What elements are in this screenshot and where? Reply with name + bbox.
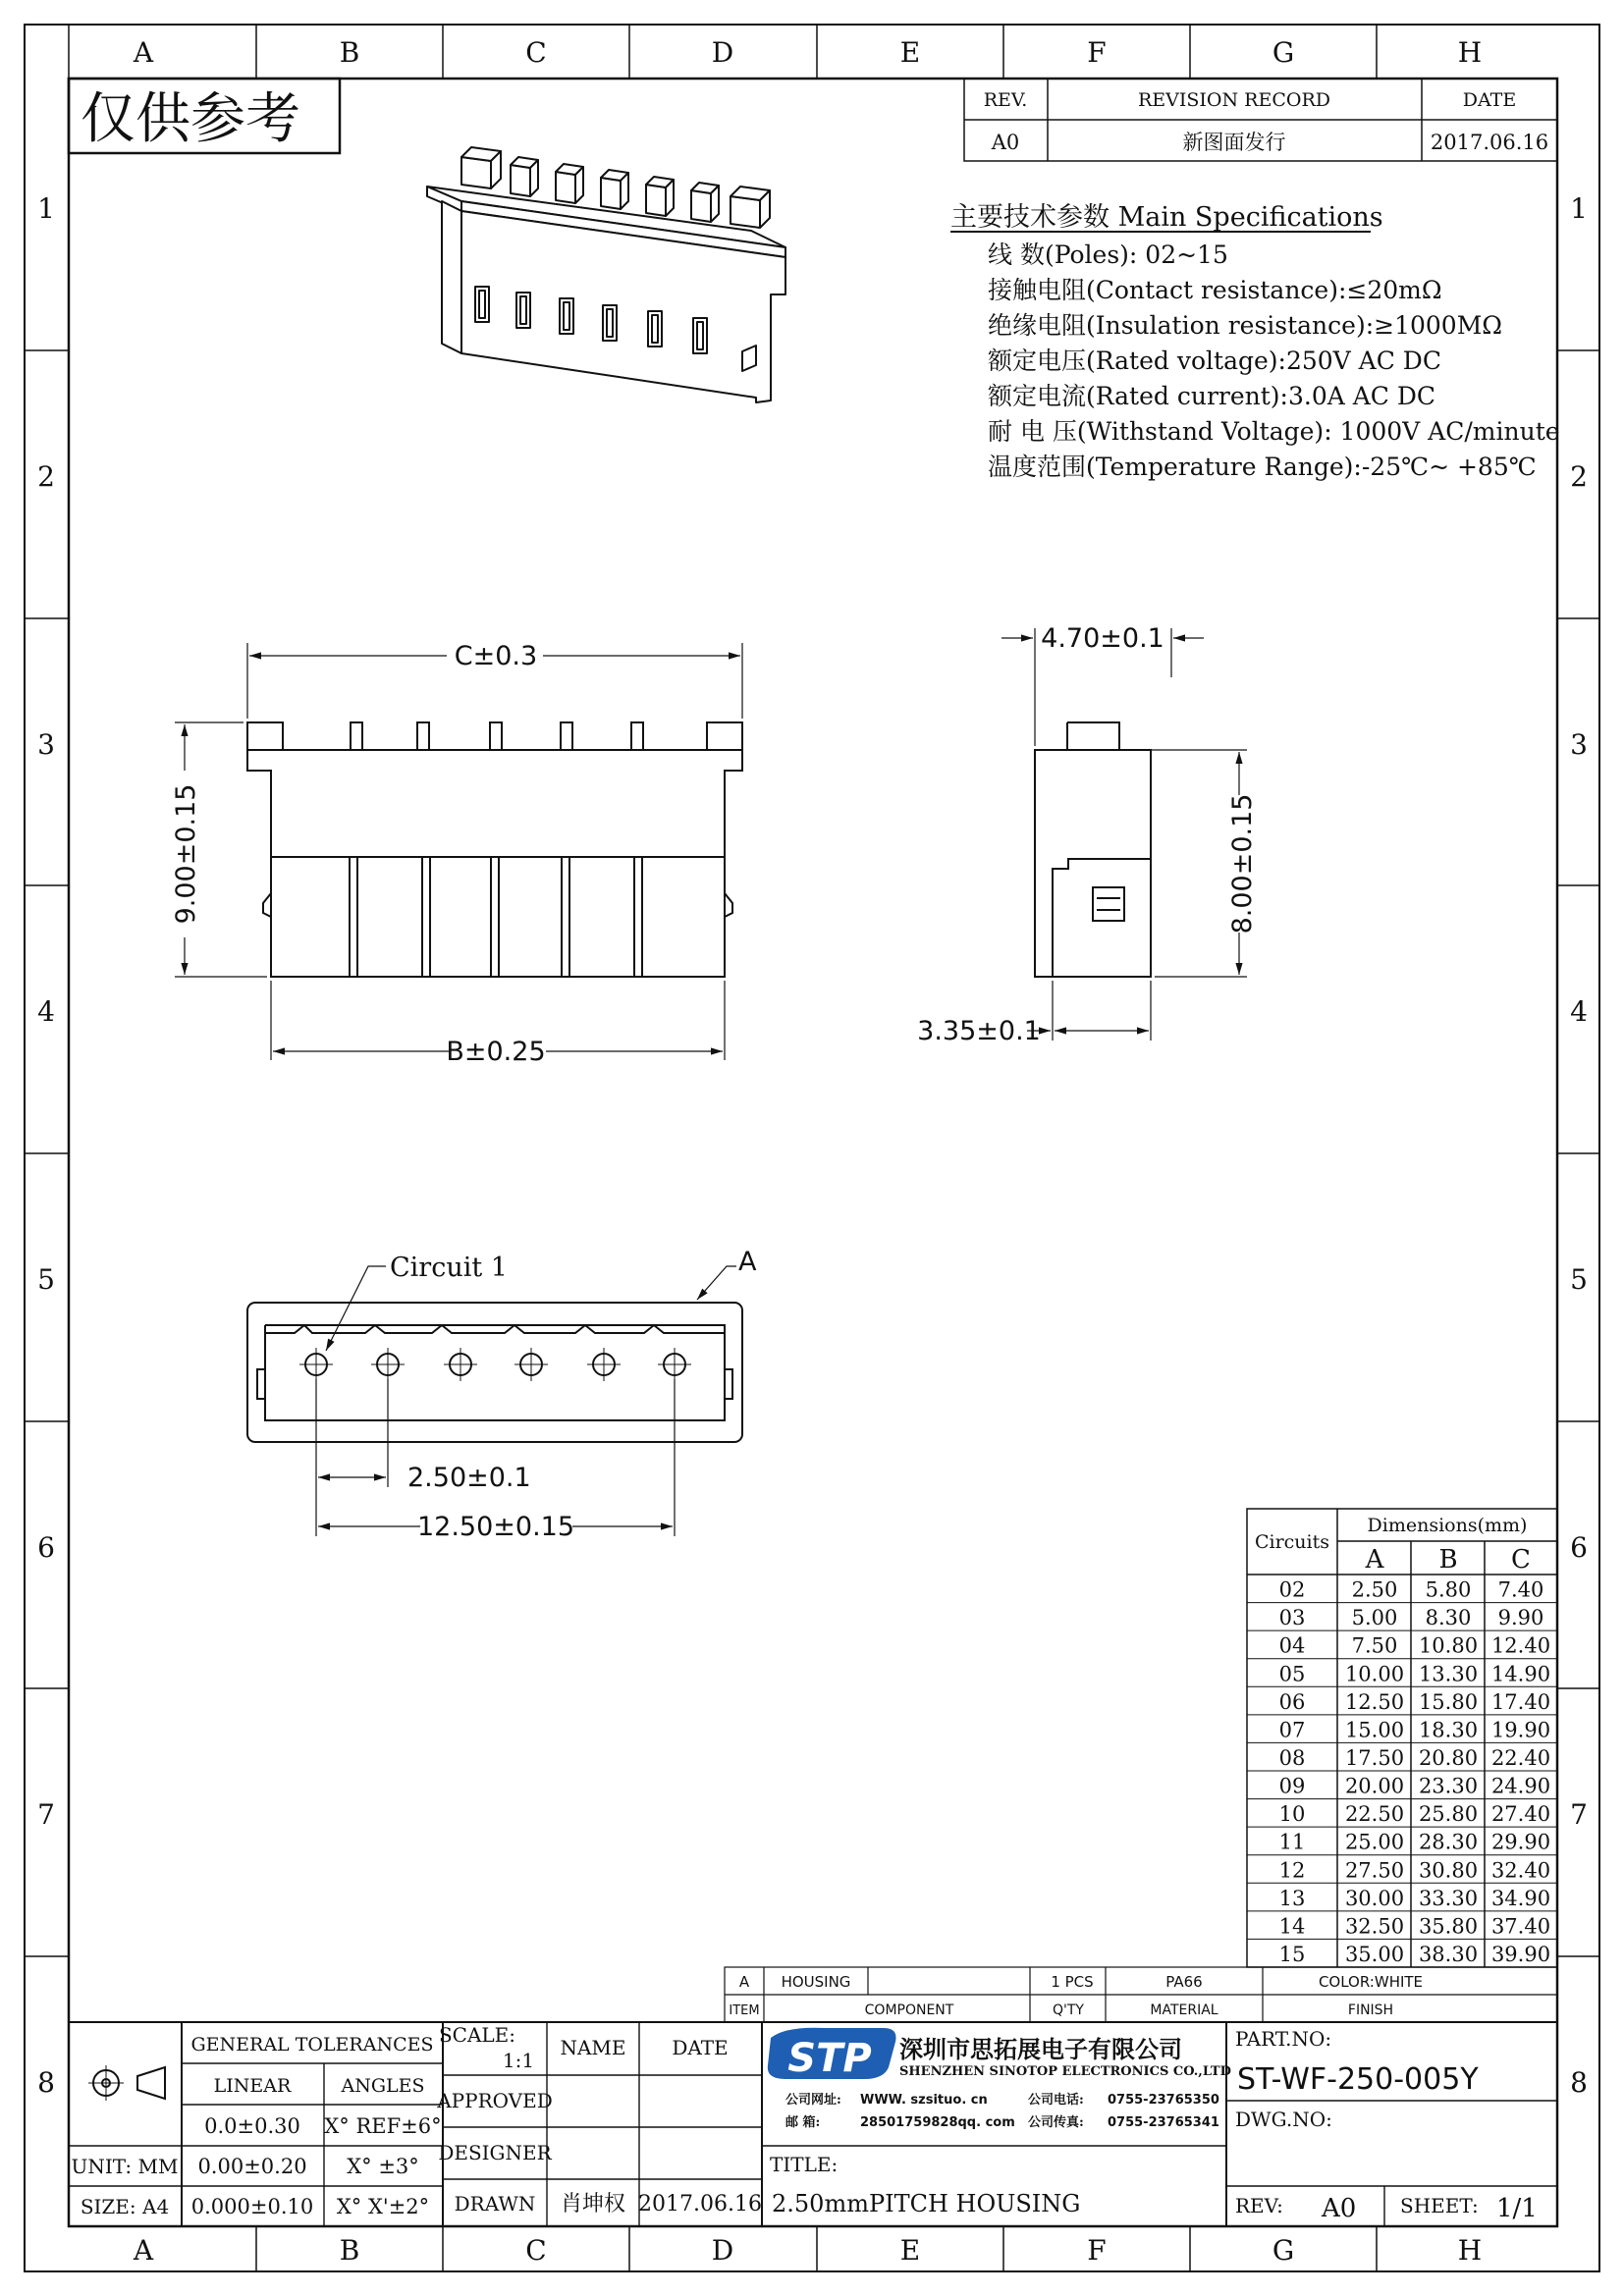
tolerance-angle-1: X° REF±6° bbox=[324, 2114, 442, 2138]
dim-value-cell: 25.80 bbox=[1418, 1802, 1479, 1827]
zone-label: 5 bbox=[1570, 1263, 1588, 1296]
zone-label: F bbox=[1087, 2234, 1107, 2267]
dimension-side-top: 4.70±0.1 bbox=[1041, 623, 1164, 654]
zone-label: 3 bbox=[37, 728, 55, 761]
spec-line: 绝缘电阻(Insulation resistance):≥1000MΩ bbox=[988, 311, 1503, 340]
zone-label: 5 bbox=[37, 1263, 55, 1296]
zone-label: B bbox=[339, 2234, 360, 2267]
dimensions-header: Dimensions(mm) bbox=[1367, 1515, 1528, 1536]
bom-component: HOUSING bbox=[781, 1973, 851, 1991]
dim-value-cell: 32.40 bbox=[1490, 1858, 1551, 1883]
zone-label: A bbox=[133, 36, 154, 69]
sheet-value: 1/1 bbox=[1496, 2194, 1538, 2223]
dim-circuit-cell: 11 bbox=[1278, 1830, 1306, 1854]
circuits-header: Circuits bbox=[1254, 1531, 1330, 1553]
dim-value-cell: 27.50 bbox=[1344, 1858, 1405, 1883]
dim-value-cell: 32.50 bbox=[1344, 1914, 1405, 1939]
dim-value-cell: 25.00 bbox=[1344, 1830, 1405, 1854]
bom-header-material: MATERIAL bbox=[1150, 2002, 1218, 2018]
dimension-c: C±0.3 bbox=[454, 641, 538, 671]
zone-label: 7 bbox=[1570, 1798, 1588, 1831]
isometric-view bbox=[427, 147, 785, 402]
company-logo bbox=[768, 2028, 896, 2081]
fax-label: 公司传真: bbox=[1028, 2115, 1084, 2130]
dim-value-cell: 34.90 bbox=[1490, 1886, 1551, 1910]
zone-label: 8 bbox=[37, 2066, 55, 2099]
reference-only-stamp bbox=[69, 79, 340, 153]
dim-circuit-cell: 02 bbox=[1278, 1577, 1306, 1602]
revision-value-rev: A0 bbox=[991, 131, 1020, 154]
dimension-side-height: 8.00±0.15 bbox=[1227, 793, 1258, 934]
zone-row-labels-right bbox=[1570, 192, 1588, 2099]
dim-value-cell: 19.90 bbox=[1490, 1718, 1551, 1742]
dim-value-cell: 18.30 bbox=[1418, 1718, 1479, 1742]
dimension-b: B±0.25 bbox=[446, 1037, 546, 1067]
designer-label: DESIGNER bbox=[438, 2141, 552, 2164]
tolerance-linear-3: 0.000±0.10 bbox=[190, 2195, 314, 2218]
general-tolerances: GENERAL TOLERANCES bbox=[190, 2034, 434, 2056]
dim-value-cell: 2.50 bbox=[1351, 1577, 1398, 1602]
tel-label: 公司电话: bbox=[1028, 2093, 1084, 2108]
zone-label: G bbox=[1272, 36, 1295, 69]
dim-value-cell: 27.40 bbox=[1490, 1802, 1551, 1827]
part-no-value: ST-WF-250-005Y bbox=[1237, 2062, 1479, 2097]
dim-value-cell: 7.50 bbox=[1351, 1633, 1398, 1658]
company-name-cn: 深圳市思拓展电子有限公司 bbox=[899, 2035, 1182, 2063]
dim-circuit-cell: 05 bbox=[1278, 1662, 1306, 1686]
tolerance-angle-3: X° X'±2° bbox=[336, 2195, 430, 2218]
dim-value-cell: 29.90 bbox=[1490, 1830, 1551, 1854]
date-header: DATE bbox=[672, 2036, 729, 2059]
zone-label: 2 bbox=[37, 460, 55, 493]
dim-value-cell: 22.40 bbox=[1490, 1746, 1551, 1770]
fax-value: 0755-23765341 bbox=[1108, 2115, 1219, 2130]
mail-label: 邮 箱: bbox=[785, 2115, 821, 2130]
svg-text:仅供参考: 仅供参考 bbox=[81, 87, 300, 151]
web-value: WWW. szsituo. cn bbox=[860, 2093, 988, 2108]
tolerance-angle-2: X° ±3° bbox=[347, 2155, 419, 2178]
specs-title: 主要技术参数 Main Specifications bbox=[950, 202, 1383, 233]
drawn-name: 肖坤权 bbox=[560, 2192, 626, 2216]
drawn-date: 2017.06.16 bbox=[638, 2192, 762, 2216]
rev-label: REV: bbox=[1235, 2194, 1283, 2217]
zone-label: C bbox=[525, 36, 547, 69]
dim-value-cell: 5.00 bbox=[1351, 1606, 1398, 1630]
title-label: TITLE: bbox=[770, 2153, 839, 2176]
zone-label: E bbox=[899, 2234, 921, 2267]
approved-label: APPROVED bbox=[437, 2089, 553, 2112]
tolerance-angles: ANGLES bbox=[341, 2075, 425, 2097]
mating-view-dimensions bbox=[316, 1266, 736, 1536]
zone-label: D bbox=[711, 36, 734, 69]
dim-value-cell: 15.00 bbox=[1344, 1718, 1405, 1742]
dim-circuit-cell: 06 bbox=[1278, 1689, 1306, 1714]
revision-header-rev: REV. bbox=[983, 89, 1028, 111]
dim-value-cell: 28.30 bbox=[1418, 1830, 1479, 1854]
dim-circuit-cell: 10 bbox=[1278, 1802, 1306, 1827]
dim-value-cell: 9.90 bbox=[1497, 1606, 1544, 1630]
tel-value: 0755-23765350 bbox=[1108, 2093, 1219, 2108]
front-view-dimensions bbox=[175, 643, 742, 1060]
zone-label: 3 bbox=[1570, 728, 1588, 761]
dim-value-cell: 23.30 bbox=[1418, 1774, 1479, 1798]
rev-value: A0 bbox=[1322, 2194, 1357, 2223]
dim-value-cell: 8.30 bbox=[1425, 1606, 1472, 1630]
dim-value-cell: 14.90 bbox=[1490, 1662, 1551, 1686]
dim-value-cell: 30.00 bbox=[1344, 1886, 1405, 1910]
name-header: NAME bbox=[560, 2036, 626, 2059]
spec-line: 额定电压(Rated voltage):250V AC DC bbox=[988, 347, 1441, 375]
size-label: SIZE: A4 bbox=[80, 2195, 170, 2218]
dim-value-cell: 12.50 bbox=[1344, 1689, 1405, 1714]
zone-label: F bbox=[1087, 36, 1107, 69]
bom-qty: 1 PCS bbox=[1051, 1973, 1094, 1991]
bom-header-item: ITEM bbox=[729, 2003, 760, 2018]
title-block bbox=[69, 2022, 1557, 2226]
tolerance-linear-2: 0.00±0.20 bbox=[197, 2155, 307, 2178]
dim-value-cell: 37.40 bbox=[1490, 1914, 1551, 1939]
bom-header-finish: FINISH bbox=[1347, 2002, 1394, 2018]
dim-value-cell: 35.80 bbox=[1418, 1914, 1479, 1939]
dim-value-cell: 13.30 bbox=[1418, 1662, 1479, 1686]
revision-value-record: 新图面发行 bbox=[1182, 131, 1286, 154]
spec-line: 耐 电 压(Withstand Voltage): 1000V AC/minute bbox=[988, 417, 1560, 446]
spec-line: 额定电流(Rated current):3.0A AC DC bbox=[988, 382, 1436, 410]
third-angle-projection-icon bbox=[88, 2065, 165, 2101]
zone-label: 6 bbox=[1570, 1531, 1588, 1564]
dim-value-cell: 39.90 bbox=[1490, 1943, 1551, 1966]
scale-label: SCALE: bbox=[438, 2023, 516, 2047]
drawn-label: DRAWN bbox=[454, 2192, 536, 2216]
title-value: 2.50mmPITCH HOUSING bbox=[772, 2190, 1081, 2217]
zone-label: 4 bbox=[1570, 995, 1588, 1028]
side-view-dimensions bbox=[1001, 628, 1247, 1041]
dim-value-cell: 24.90 bbox=[1490, 1774, 1551, 1798]
front-view bbox=[247, 722, 742, 977]
revision-table bbox=[964, 79, 1557, 161]
dimension-span: 12.50±0.15 bbox=[416, 1512, 575, 1542]
dim-circuit-cell: 13 bbox=[1278, 1886, 1306, 1910]
dim-value-cell: 35.00 bbox=[1344, 1943, 1405, 1966]
dim-col-a: A bbox=[1365, 1545, 1384, 1575]
zone-column-labels-bottom bbox=[133, 2234, 1482, 2267]
bom-header-qty: Q'TY bbox=[1053, 2002, 1084, 2018]
dim-circuit-cell: 07 bbox=[1278, 1718, 1306, 1742]
dim-circuit-cell: 12 bbox=[1278, 1858, 1306, 1883]
revision-header-date: DATE bbox=[1462, 89, 1517, 111]
callout-a: A bbox=[738, 1247, 757, 1277]
dim-value-cell: 33.30 bbox=[1418, 1886, 1479, 1910]
dim-circuit-cell: 08 bbox=[1278, 1746, 1306, 1770]
zone-label: 6 bbox=[37, 1531, 55, 1564]
zone-label: H bbox=[1457, 36, 1483, 69]
dimension-side-bottom: 3.35±0.1 bbox=[917, 1016, 1041, 1046]
main-specifications bbox=[950, 202, 1560, 481]
dim-value-cell: 22.50 bbox=[1344, 1802, 1405, 1827]
circuit-1-label: Circuit 1 bbox=[390, 1253, 508, 1283]
tolerance-linear-1: 0.0±0.30 bbox=[204, 2114, 300, 2138]
svg-text:STP: STP bbox=[787, 2036, 872, 2081]
dim-value-cell: 30.80 bbox=[1418, 1858, 1479, 1883]
zone-label: E bbox=[899, 36, 921, 69]
revision-header-record: REVISION RECORD bbox=[1138, 89, 1330, 111]
zone-label: 1 bbox=[37, 192, 55, 225]
dim-value-cell: 10.00 bbox=[1344, 1662, 1405, 1686]
bom-strip bbox=[725, 1967, 1557, 2022]
zone-label: A bbox=[133, 2234, 154, 2267]
dim-circuit-cell: 09 bbox=[1278, 1774, 1306, 1798]
dim-value-cell: 17.40 bbox=[1490, 1689, 1551, 1714]
dim-circuit-cell: 15 bbox=[1278, 1943, 1306, 1966]
zone-column-labels-top bbox=[133, 36, 1482, 69]
dim-value-cell: 38.30 bbox=[1418, 1943, 1479, 1966]
unit-label: UNIT: MM bbox=[71, 2155, 179, 2178]
dwg-no-label: DWG.NO: bbox=[1235, 2108, 1332, 2131]
web-label: 公司网址: bbox=[785, 2093, 841, 2108]
zone-label: C bbox=[525, 2234, 547, 2267]
company-name-en: SHENZHEN SINOTOP ELECTRONICS CO.,LTD bbox=[899, 2064, 1231, 2079]
dim-value-cell: 17.50 bbox=[1344, 1746, 1405, 1770]
dim-value-cell: 20.80 bbox=[1418, 1746, 1479, 1770]
zone-label: D bbox=[711, 2234, 734, 2267]
bom-header-component: COMPONENT bbox=[864, 2002, 954, 2018]
zone-label: 2 bbox=[1570, 460, 1588, 493]
bom-finish: COLOR:WHITE bbox=[1318, 1973, 1424, 1991]
part-no-label: PART.NO: bbox=[1235, 2027, 1332, 2051]
spec-line: 线 数(Poles): 02~15 bbox=[988, 240, 1228, 269]
zone-label: 1 bbox=[1570, 192, 1588, 225]
dim-value-cell: 10.80 bbox=[1418, 1633, 1479, 1658]
dim-value-cell: 7.40 bbox=[1497, 1577, 1544, 1602]
zone-label: 8 bbox=[1570, 2066, 1588, 2099]
dim-col-b: B bbox=[1438, 1545, 1458, 1575]
dim-value-cell: 15.80 bbox=[1418, 1689, 1479, 1714]
dim-value-cell: 12.40 bbox=[1490, 1633, 1551, 1658]
dimension-front-height: 9.00±0.15 bbox=[171, 783, 201, 925]
zone-row-labels-left bbox=[37, 192, 55, 2099]
zone-label: B bbox=[339, 36, 360, 69]
dim-value-cell: 20.00 bbox=[1344, 1774, 1405, 1798]
tolerance-linear: LINEAR bbox=[213, 2075, 292, 2097]
mating-view bbox=[247, 1303, 742, 1442]
dimension-pitch: 2.50±0.1 bbox=[407, 1463, 531, 1493]
dim-col-c: C bbox=[1511, 1545, 1531, 1575]
side-view bbox=[1035, 722, 1151, 977]
mail-value: 28501759828qq. com bbox=[860, 2115, 1015, 2130]
zone-label: 7 bbox=[37, 1798, 55, 1831]
dim-circuit-cell: 04 bbox=[1278, 1633, 1306, 1658]
dim-circuit-cell: 14 bbox=[1278, 1914, 1306, 1939]
zone-label: H bbox=[1457, 2234, 1483, 2267]
zone-label: 4 bbox=[37, 995, 55, 1028]
spec-line: 接触电阻(Contact resistance):≤20mΩ bbox=[988, 276, 1442, 304]
sheet-label: SHEET: bbox=[1400, 2194, 1479, 2217]
zone-label: G bbox=[1272, 2234, 1295, 2267]
dim-value-cell: 5.80 bbox=[1425, 1577, 1472, 1602]
spec-line: 温度范围(Temperature Range):-25℃~ +85℃ bbox=[988, 453, 1537, 481]
scale-value: 1:1 bbox=[502, 2049, 535, 2072]
dimensions-table bbox=[1247, 1509, 1557, 1967]
bom-material: PA66 bbox=[1165, 1973, 1203, 1991]
dim-circuit-cell: 03 bbox=[1278, 1606, 1306, 1630]
bom-item: A bbox=[738, 1973, 750, 1991]
revision-value-date: 2017.06.16 bbox=[1430, 131, 1549, 154]
